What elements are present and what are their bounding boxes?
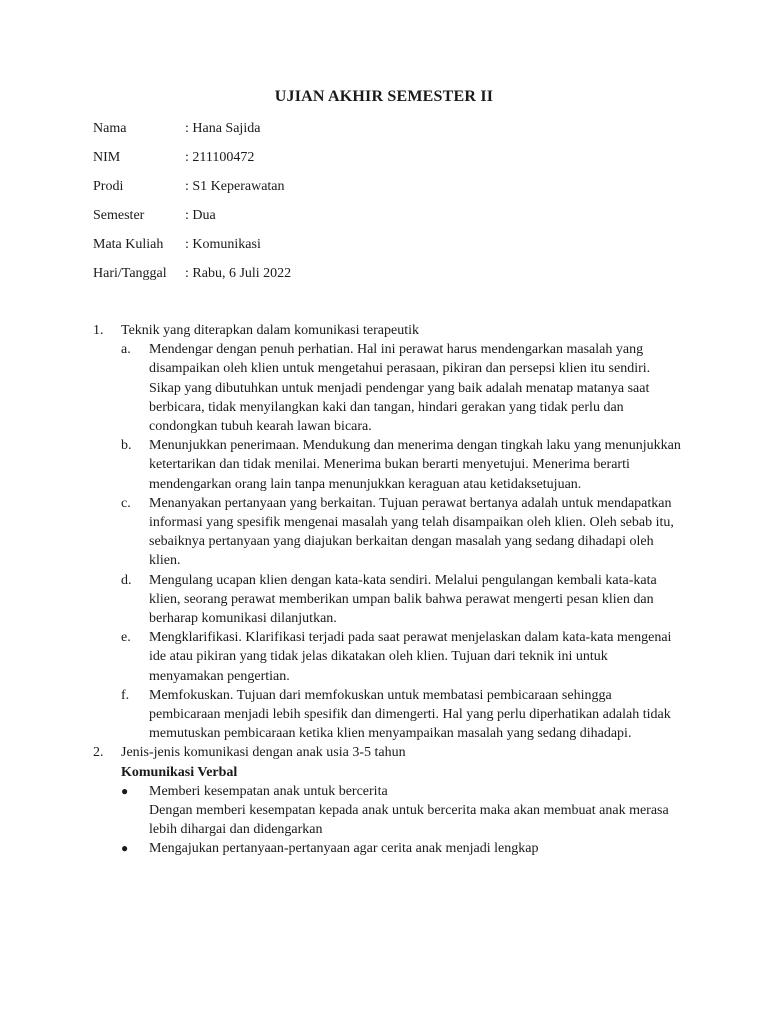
answers bbox=[93, 321, 683, 859]
bullet-description: Dengan memberi kesempatan kepada anak untuk bercerita maka akan membuat anak merasa lebih dihargai dan didengarkan bbox=[149, 803, 669, 838]
question-number: 1. bbox=[93, 323, 104, 338]
item-text: Mengklarifikasi. Klarifikasi terjadi pada saat perawat menjelaskan dalam kata-kata mengenai ide atau pikiran yang tidak jelas dikatakan oleh klien. Tujuan dari teknik ini untuk menyamakan pengertian. bbox=[149, 630, 672, 684]
bullet-icon: ● bbox=[121, 841, 129, 856]
info-value: : Dua bbox=[185, 208, 216, 223]
section-subheading: Komunikasi Verbal bbox=[121, 764, 238, 780]
info-value: : Hana Sajida bbox=[185, 121, 261, 136]
student-info bbox=[93, 119, 291, 293]
info-label: Nama bbox=[93, 121, 127, 136]
item-letter: f. bbox=[121, 687, 130, 703]
item-text: Memfokuskan. Tujuan dari memfokuskan untuk membatasi pembicaraan sehingga pembicaraan menjadi lebih spesifik dan dimengerti. Hal yang perlu diperhatikan adalah tidak memutuskan pembicaraan ketika klien menyampaikan masalah yang sedang dihadapi. bbox=[149, 687, 671, 742]
info-row-prodi bbox=[93, 177, 291, 206]
item-letter: a. bbox=[121, 342, 131, 358]
list-item bbox=[121, 628, 683, 686]
bullet-item bbox=[121, 839, 683, 858]
question-text: Teknik yang diterapkan dalam komunikasi terapeutik bbox=[121, 323, 419, 338]
info-row-hari-tanggal bbox=[93, 264, 291, 293]
item-letter: e. bbox=[121, 630, 131, 646]
bullet-icon: ● bbox=[121, 783, 129, 798]
list-item bbox=[121, 686, 683, 744]
question-number: 2. bbox=[93, 745, 104, 761]
list-item bbox=[121, 571, 683, 629]
item-text: Menunjukkan penerimaan. Mendukung dan menerima dengan tingkah laku yang menunjukkan ketertarikan dan tidak menilai. Menerima bukan berarti menyetujui. Menerima berarti mendengarkan orang lain tanpa menunjukkan keraguan atau ketidaksetujuan. bbox=[149, 438, 681, 492]
info-label: Prodi bbox=[93, 179, 124, 194]
list-item bbox=[121, 494, 683, 571]
document-title: UJIAN AKHIR SEMESTER II bbox=[274, 88, 494, 105]
info-label: Mata Kuliah bbox=[93, 237, 164, 252]
info-value: : 211100472 bbox=[185, 150, 255, 165]
list-item bbox=[121, 436, 683, 494]
info-row-nim bbox=[93, 148, 291, 177]
item-letter: d. bbox=[121, 572, 132, 588]
question-2 bbox=[93, 743, 683, 858]
info-row-mata-kuliah bbox=[93, 235, 291, 264]
info-label: Hari/Tanggal bbox=[93, 266, 167, 281]
info-value: : Komunikasi bbox=[185, 237, 261, 252]
info-row-semester bbox=[93, 206, 291, 235]
question-text: Jenis-jenis komunikasi dengan anak usia 3-5 tahun bbox=[121, 745, 406, 761]
item-text: Mendengar dengan penuh perhatian. Hal ini perawat harus mendengarkan masalah yang disampaikan oleh klien untuk mengetahui perasaan, pikiran dan persepsi klien itu sendiri. Sikap yang dibutuhkan untuk menjadi pendengar yang baik adalah menatap matanya saat berbicara, tidak menyilangkan kaki dan tangan, hindari gerakan yang tidak perlu dan condongkan tubuh kearah lawan bicara. bbox=[149, 342, 651, 435]
item-text: Mengulang ucapan klien dengan kata-kata sendiri. Melalui pengulangan kembali kata-kata klien, seorang perawat memberikan umpan balik bahwa perawat mengerti pesan klien dan berharap komunikasi dilanjutkan. bbox=[149, 572, 657, 627]
bullet-item bbox=[121, 782, 683, 840]
bullet-title: Memberi kesempatan anak untuk bercerita bbox=[149, 783, 388, 799]
info-value: : S1 Keperawatan bbox=[185, 179, 285, 194]
list-item bbox=[121, 340, 683, 436]
item-letter: c. bbox=[121, 495, 131, 511]
info-row-name bbox=[93, 119, 291, 148]
info-label: Semester bbox=[93, 208, 145, 223]
info-value: : Rabu, 6 Juli 2022 bbox=[185, 266, 292, 281]
item-letter: b. bbox=[121, 438, 132, 454]
info-label: NIM bbox=[93, 150, 121, 165]
item-text: Menanyakan pertanyaan yang berkaitan. Tujuan perawat bertanya adalah untuk mendapatkan informasi yang spesifik mengenai masalah yang telah disampaikan oleh klien. Oleh sebab itu, sebaiknya pertanyaan yang diajukan berkaitan dengan masalah yang sedang dihadapi oleh klien. bbox=[149, 495, 674, 569]
bullet-title: Mengajukan pertanyaan-pertanyaan agar cerita anak menjadi lengkap bbox=[149, 841, 539, 857]
question-1 bbox=[93, 321, 683, 743]
